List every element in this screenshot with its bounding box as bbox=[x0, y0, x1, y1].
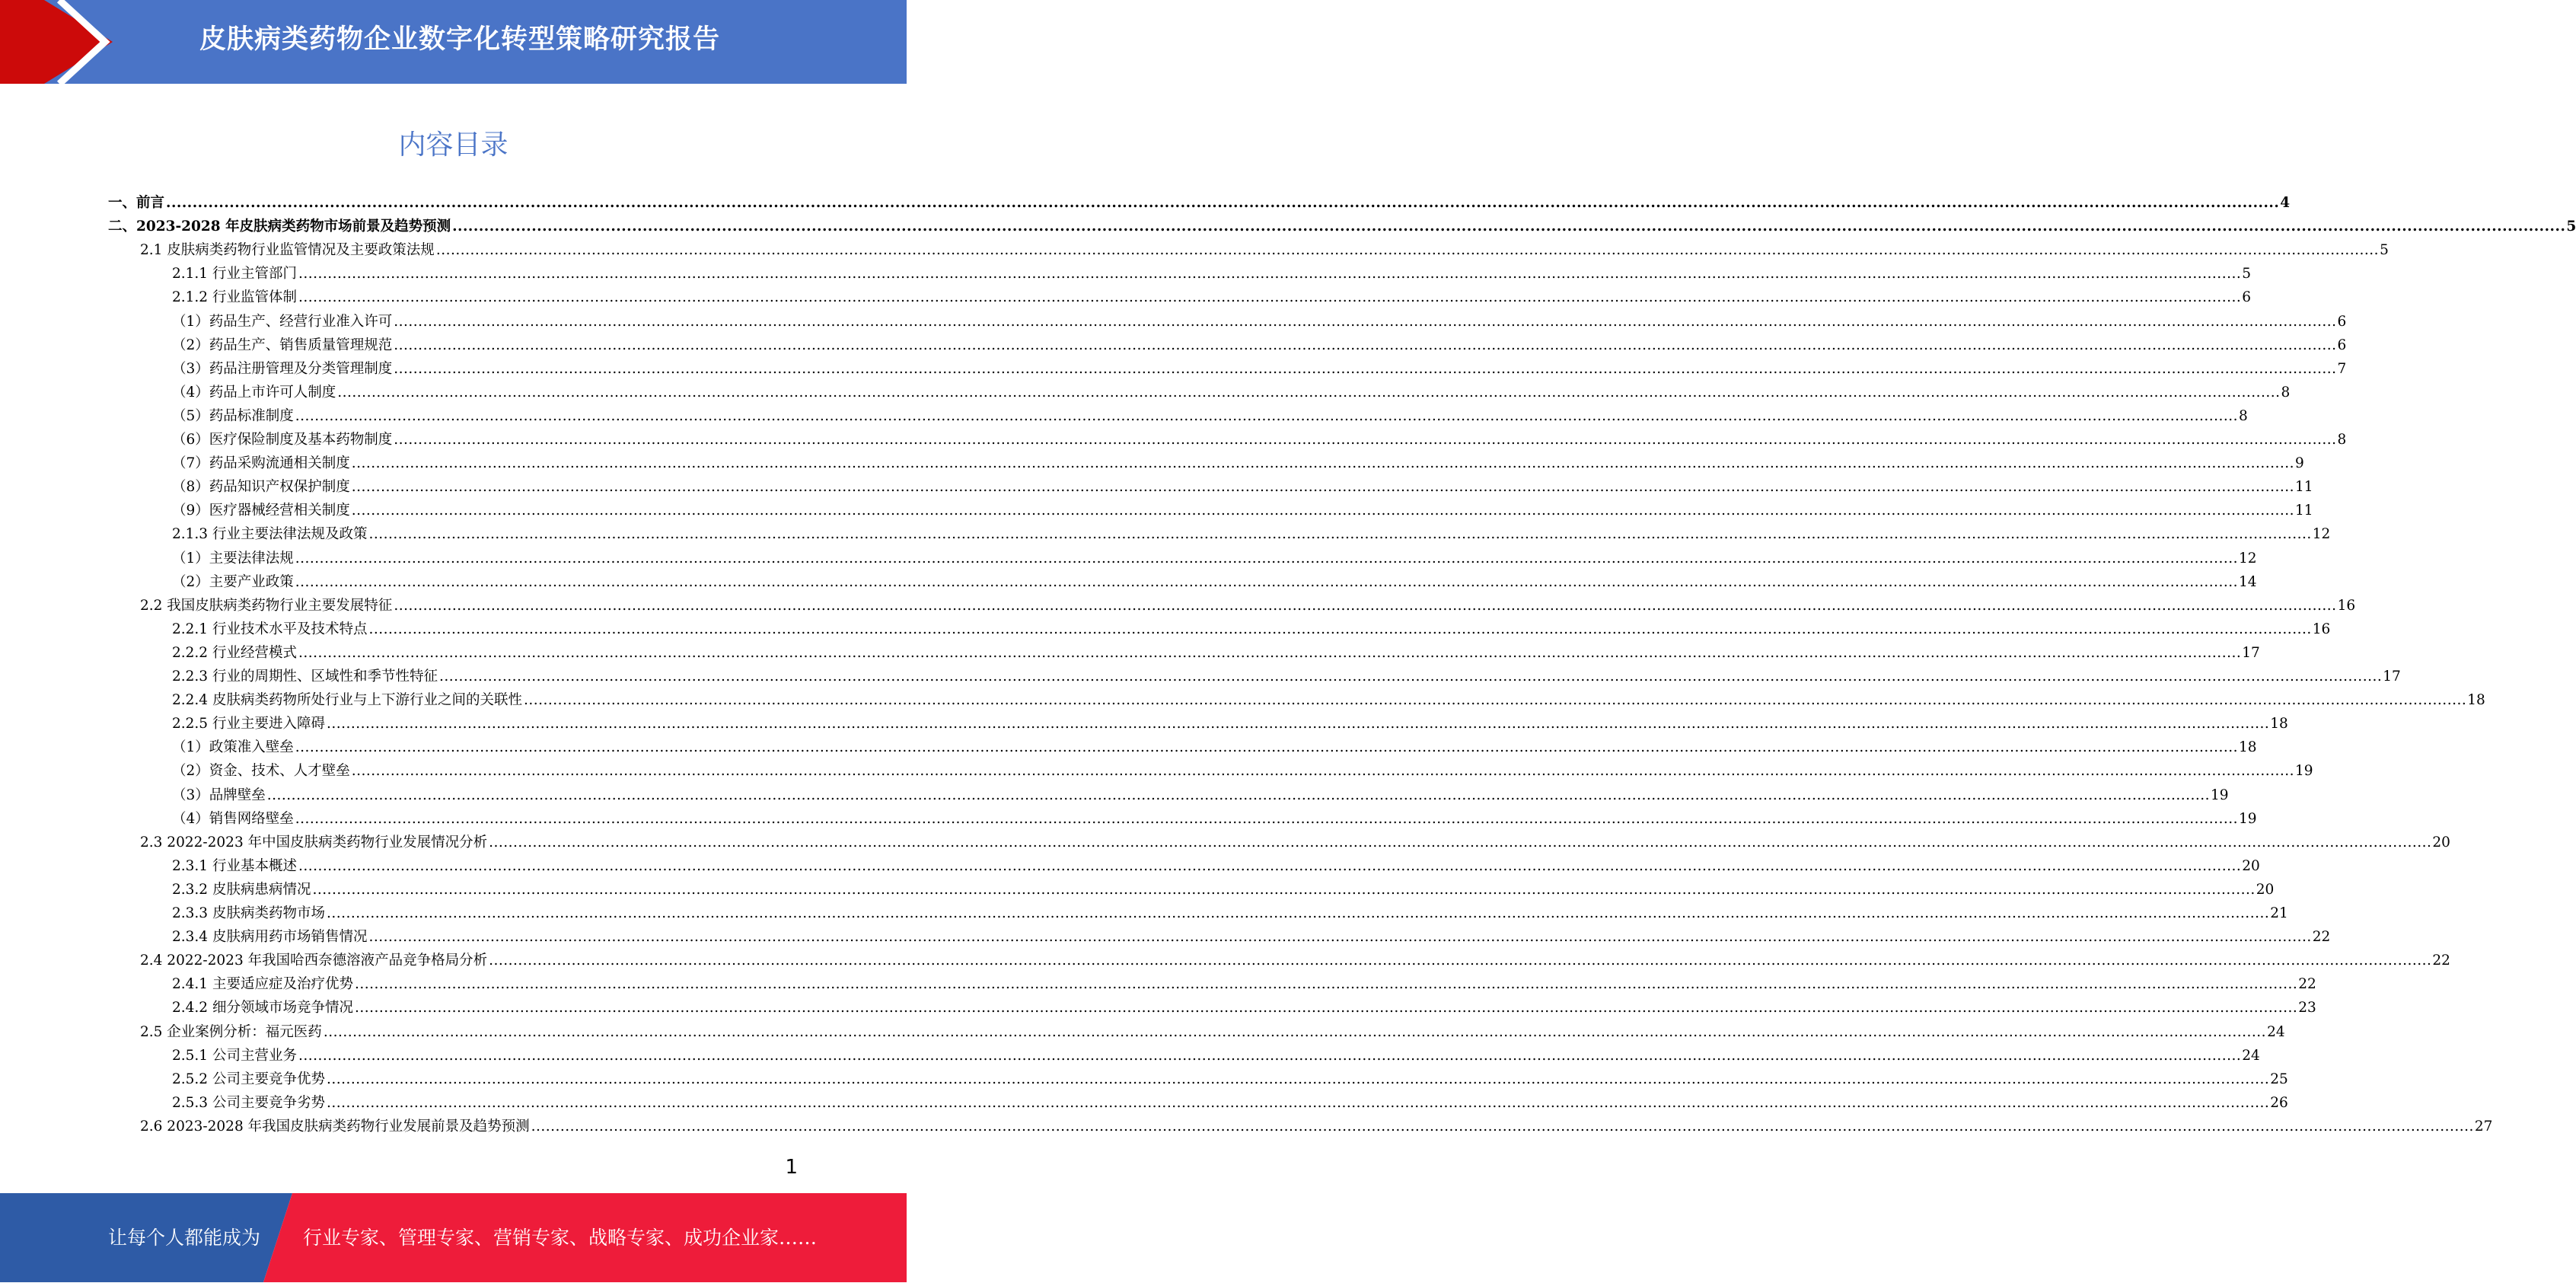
toc-leader-dots: ................................................................................................................................................................................................................................................................................................................................................................................................................ bbox=[351, 455, 2295, 472]
toc-entry-page: 11 bbox=[2295, 479, 2313, 496]
toc-entry-page: 6 bbox=[2337, 313, 2347, 330]
toc-entry-label: （2）主要产业政策 bbox=[172, 573, 294, 590]
toc-entry[interactable] bbox=[172, 926, 2331, 949]
toc-entry[interactable] bbox=[172, 855, 2260, 879]
toc-entry-label: （2）药品生产、销售质量管理规范 bbox=[172, 337, 393, 353]
toc-entry-page: 22 bbox=[2298, 976, 2316, 993]
toc-entry-label: （1）政策准入壁垒 bbox=[172, 739, 294, 756]
toc-entry[interactable] bbox=[172, 997, 2316, 1020]
toc-entry[interactable] bbox=[172, 452, 2304, 476]
toc-entry-label: （3）药品注册管理及分类管理制度 bbox=[172, 360, 393, 377]
toc-entry[interactable] bbox=[108, 215, 2576, 239]
toc-leader-dots: ................................................................................................................................................................................................................................................................................................................................................................................................................ bbox=[295, 810, 2239, 827]
toc-entry[interactable] bbox=[172, 429, 2347, 452]
toc-entry-page: 17 bbox=[2242, 644, 2260, 661]
toc-entry-page: 8 bbox=[2281, 384, 2291, 401]
toc-leader-dots: ................................................................................................................................................................................................................................................................................................................................................................................................................ bbox=[312, 881, 2256, 898]
toc-leader-dots: ................................................................................................................................................................................................................................................................................................................................................................................................................ bbox=[438, 669, 2383, 685]
toc-leader-dots: ................................................................................................................................................................................................................................................................................................................................................................................................................ bbox=[298, 1047, 2242, 1064]
toc-leader-dots: ................................................................................................................................................................................................................................................................................................................................................................................................................ bbox=[298, 289, 2242, 306]
toc-entry-label: （1）主要法律法规 bbox=[172, 550, 294, 566]
toc-leader-dots: ................................................................................................................................................................................................................................................................................................................................................................................................................ bbox=[326, 716, 2270, 732]
toc-entry-page: 14 bbox=[2239, 573, 2257, 590]
toc-entry-page: 24 bbox=[2242, 1047, 2260, 1064]
toc-leader-dots: ................................................................................................................................................................................................................................................................................................................................................................................................................ bbox=[295, 573, 2239, 590]
toc-leader-dots: ................................................................................................................................................................................................................................................................................................................................................................................................................ bbox=[298, 644, 2242, 661]
toc-leader-dots: ................................................................................................................................................................................................................................................................................................................................................................................................................ bbox=[354, 976, 2298, 993]
report-title: 皮肤病类药物企业数字化转型策略研究报告 bbox=[199, 24, 721, 55]
toc-entry-page: 19 bbox=[2239, 810, 2257, 827]
toc-entry[interactable] bbox=[172, 263, 2251, 286]
toc-entry-page: 21 bbox=[2270, 905, 2288, 921]
toc-leader-dots: ................................................................................................................................................................................................................................................................................................................................................................................................................ bbox=[326, 1094, 2270, 1111]
toc-entry-page: 22 bbox=[2312, 929, 2331, 946]
toc-entry[interactable] bbox=[172, 760, 2313, 784]
toc-entry[interactable] bbox=[172, 665, 2401, 689]
toc-entry-label: 2.4.2 细分领域市场竞争情况 bbox=[172, 1000, 353, 1017]
toc-entry-page: 11 bbox=[2295, 503, 2313, 519]
toc-entry[interactable] bbox=[172, 311, 2347, 334]
toc-entry[interactable] bbox=[172, 523, 2331, 547]
page-footer bbox=[0, 1193, 907, 1282]
toc-entry-page: 23 bbox=[2298, 1000, 2316, 1017]
toc-entry-label: （4）销售网络壁垒 bbox=[172, 810, 294, 827]
toc-entry[interactable] bbox=[172, 642, 2260, 665]
toc-leader-dots: ................................................................................................................................................................................................................................................................................................................................................................................................................ bbox=[394, 360, 2337, 377]
toc-entry[interactable] bbox=[172, 1068, 2288, 1092]
toc-leader-dots: ................................................................................................................................................................................................................................................................................................................................................................................................................ bbox=[326, 905, 2270, 921]
toc-entry-label: （6）医疗保险制度及基本药物制度 bbox=[172, 432, 393, 448]
toc-entry-page: 25 bbox=[2270, 1071, 2288, 1087]
toc-entry-page: 9 bbox=[2295, 455, 2304, 472]
toc-entry-page: 20 bbox=[2432, 834, 2450, 851]
toc-entry-page: 20 bbox=[2256, 881, 2275, 898]
toc-entry-page: 5 bbox=[2380, 242, 2389, 259]
toc-entry[interactable] bbox=[172, 499, 2313, 523]
toc-entry-label: 2.6 2023-2028 年我国皮肤病类药物行业发展前景及趋势预测 bbox=[140, 1118, 530, 1135]
toc-entry[interactable] bbox=[140, 595, 2356, 618]
toc-entry-page: 19 bbox=[2295, 763, 2313, 780]
toc-entry-label: 2.1 皮肤病类药物行业监管情况及主要政策法规 bbox=[140, 242, 435, 259]
toc-leader-dots: ................................................................................................................................................................................................................................................................................................................................................................................................................ bbox=[323, 1023, 2267, 1040]
toc-entry-label: （3）品牌壁垒 bbox=[172, 787, 266, 803]
toc-leader-dots: ................................................................................................................................................................................................................................................................................................................................................................................................................ bbox=[394, 597, 2337, 614]
toc-entry-label: 一、前言 bbox=[108, 195, 165, 211]
toc-entry-page: 5 bbox=[2242, 266, 2251, 282]
toc-leader-dots: ................................................................................................................................................................................................................................................................................................................................................................................................................ bbox=[489, 834, 2432, 851]
toc-leader-dots: ................................................................................................................................................................................................................................................................................................................................................................................................................ bbox=[351, 479, 2295, 496]
toc-entry[interactable] bbox=[172, 476, 2313, 499]
toc-entry-label: 2.5.3 公司主要竞争劣势 bbox=[172, 1094, 325, 1111]
toc-entry-page: 8 bbox=[2337, 432, 2347, 448]
toc-entry[interactable] bbox=[172, 405, 2248, 429]
toc-entry-label: 2.1.3 行业主要法律法规及政策 bbox=[172, 526, 368, 543]
toc-leader-dots: ................................................................................................................................................................................................................................................................................................................................................................................................................ bbox=[354, 1000, 2298, 1017]
toc-entry-label: 2.2.2 行业经营模式 bbox=[172, 644, 297, 661]
toc-entry-page: 16 bbox=[2337, 597, 2356, 614]
toc-entry-page: 26 bbox=[2270, 1094, 2288, 1111]
toc-entry[interactable] bbox=[172, 547, 2257, 571]
toc-entry-page: 18 bbox=[2467, 692, 2485, 709]
toc-entry[interactable] bbox=[172, 1045, 2260, 1068]
toc-entry[interactable] bbox=[140, 1115, 2493, 1139]
toc-entry-page: 18 bbox=[2270, 716, 2288, 732]
toc-entry-label: 2.5.1 公司主营业务 bbox=[172, 1047, 297, 1064]
toc-entry-label: （7）药品采购流通相关制度 bbox=[172, 455, 350, 472]
toc-entry-page: 12 bbox=[2239, 550, 2257, 566]
toc-leader-dots: ................................................................................................................................................................................................................................................................................................................................................................................................................ bbox=[523, 692, 2467, 709]
page-header bbox=[0, 0, 907, 84]
toc-entry[interactable] bbox=[172, 1092, 2288, 1115]
toc-leader-dots: ................................................................................................................................................................................................................................................................................................................................................................................................................ bbox=[295, 550, 2239, 566]
toc-leader-dots: ................................................................................................................................................................................................................................................................................................................................................................................................................ bbox=[394, 337, 2337, 353]
toc-entry-label: 2.5 企业案例分析：福元医药 bbox=[140, 1023, 322, 1040]
toc-entry-label: 2.2.4 皮肤病类药物所处行业与上下游行业之间的关联性 bbox=[172, 692, 522, 709]
toc-entry-page: 5 bbox=[2566, 219, 2576, 235]
toc-entry-label: （4）药品上市许可人制度 bbox=[172, 384, 336, 401]
toc-entry[interactable] bbox=[172, 973, 2316, 997]
toc-entry-page: 6 bbox=[2337, 337, 2347, 353]
toc-entry[interactable] bbox=[140, 949, 2450, 973]
toc-entry[interactable] bbox=[172, 784, 2229, 808]
toc-entry-label: 2.2.3 行业的周期性、区域性和季节性特征 bbox=[172, 669, 438, 685]
footer-slogan-right: 行业专家、管理专家、营销专家、战略专家、成功企业家…… bbox=[303, 1227, 818, 1249]
toc-entry-page: 16 bbox=[2312, 621, 2331, 637]
footer-slogan-left: 让每个人都能成为 bbox=[108, 1227, 261, 1249]
toc-leader-dots: ................................................................................................................................................................................................................................................................................................................................................................................................................ bbox=[351, 503, 2295, 519]
toc-entry[interactable] bbox=[172, 879, 2275, 902]
toc-entry[interactable] bbox=[172, 808, 2257, 831]
toc-entry-page: 17 bbox=[2383, 669, 2401, 685]
toc-entry[interactable] bbox=[108, 192, 2291, 215]
toc-entry-label: 2.3.2 皮肤病患病情况 bbox=[172, 881, 311, 898]
toc-leader-dots: ................................................................................................................................................................................................................................................................................................................................................................................................................ bbox=[435, 242, 2380, 259]
toc-leader-dots: ................................................................................................................................................................................................................................................................................................................................................................................................................ bbox=[295, 739, 2239, 756]
toc-entry[interactable] bbox=[140, 239, 2389, 263]
toc-entry-label: 2.3 2022-2023 年中国皮肤病类药物行业发展情况分析 bbox=[140, 834, 488, 851]
toc-entry-label: （5）药品标准制度 bbox=[172, 407, 294, 424]
toc-entry-label: 2.2.5 行业主要进入障碍 bbox=[172, 716, 325, 732]
toc-leader-dots: ................................................................................................................................................................................................................................................................................................................................................................................................................ bbox=[326, 1071, 2270, 1087]
toc-entry-page: 12 bbox=[2312, 526, 2331, 543]
toc-entry-label: （2）资金、技术、人才壁垒 bbox=[172, 763, 350, 780]
toc-entry[interactable] bbox=[172, 736, 2257, 760]
toc-leader-dots: ................................................................................................................................................................................................................................................................................................................................................................................................................ bbox=[394, 432, 2337, 448]
toc-entry[interactable] bbox=[172, 571, 2257, 595]
toc-entry-label: （8）药品知识产权保护制度 bbox=[172, 479, 350, 496]
toc-entry-page: 19 bbox=[2211, 787, 2229, 803]
toc-entry-page: 18 bbox=[2239, 739, 2257, 756]
toc-leader-dots: ................................................................................................................................................................................................................................................................................................................................................................................................................ bbox=[351, 763, 2295, 780]
toc-entry-page: 4 bbox=[2280, 195, 2291, 211]
toc-leader-dots: ................................................................................................................................................................................................................................................................................................................................................................................................................ bbox=[295, 407, 2239, 424]
toc-entry-label: 2.4 2022-2023 年我国哈西奈德溶液产品竞争格局分析 bbox=[140, 953, 488, 969]
toc-leader-dots: ................................................................................................................................................................................................................................................................................................................................................................................................................ bbox=[298, 857, 2242, 874]
toc-entry-label: （9）医疗器械经营相关制度 bbox=[172, 503, 350, 519]
toc-entry-page: 24 bbox=[2267, 1023, 2285, 1040]
toc-entry[interactable] bbox=[172, 334, 2347, 358]
toc-entry-page: 7 bbox=[2337, 360, 2347, 377]
toc-entry-page: 27 bbox=[2474, 1118, 2493, 1135]
toc-leader-dots: ................................................................................................................................................................................................................................................................................................................................................................................................................ bbox=[368, 929, 2312, 946]
toc-entry[interactable] bbox=[172, 286, 2251, 310]
toc-entry-page: 20 bbox=[2242, 857, 2260, 874]
header-arrow-decoration bbox=[0, 0, 122, 84]
toc-entry-label: 2.1.1 行业主管部门 bbox=[172, 266, 297, 282]
toc-entry-label: （1）药品生产、经营行业准入许可 bbox=[172, 313, 393, 330]
toc-leader-dots: ................................................................................................................................................................................................................................................................................................................................................................................................................ bbox=[452, 219, 2566, 235]
toc-entry-label: 2.3.3 皮肤病类药物市场 bbox=[172, 905, 325, 921]
toc-entry-label: 二、2023-2028 年皮肤病类药物市场前景及趋势预测 bbox=[108, 219, 451, 235]
toc-entry[interactable] bbox=[172, 902, 2288, 926]
toc-entry-label: 2.2 我国皮肤病类药物行业主要发展特征 bbox=[140, 597, 393, 614]
toc-leader-dots: ................................................................................................................................................................................................................................................................................................................................................................................................................ bbox=[368, 526, 2312, 543]
toc-entry[interactable] bbox=[140, 831, 2450, 855]
toc-entry-label: 2.1.2 行业监管体制 bbox=[172, 289, 297, 306]
toc-leader-dots: ................................................................................................................................................................................................................................................................................................................................................................................................................ bbox=[394, 313, 2337, 330]
toc-entry[interactable] bbox=[172, 713, 2288, 736]
toc-entry-page: 6 bbox=[2242, 289, 2251, 306]
toc-leader-dots: ................................................................................................................................................................................................................................................................................................................................................................................................................ bbox=[531, 1118, 2474, 1135]
toc-entry-label: 2.2.1 行业技术水平及技术特点 bbox=[172, 621, 368, 637]
toc-entry[interactable] bbox=[172, 358, 2347, 381]
toc-entry-page: 22 bbox=[2432, 953, 2450, 969]
page-number: 1 bbox=[785, 1156, 798, 1179]
toc-entry-label: 2.3.4 皮肤病用药市场销售情况 bbox=[172, 929, 368, 946]
toc-leader-dots: ................................................................................................................................................................................................................................................................................................................................................................................................................ bbox=[266, 787, 2211, 803]
toc-entry-label: 2.5.2 公司主要竞争优势 bbox=[172, 1071, 325, 1087]
toc-leader-dots: ................................................................................................................................................................................................................................................................................................................................................................................................................ bbox=[489, 953, 2432, 969]
toc-leader-dots: ................................................................................................................................................................................................................................................................................................................................................................................................................ bbox=[337, 384, 2281, 401]
toc-entry[interactable] bbox=[140, 1021, 2285, 1045]
toc-entry[interactable] bbox=[172, 618, 2331, 642]
toc-leader-dots: ................................................................................................................................................................................................................................................................................................................................................................................................................ bbox=[298, 266, 2242, 282]
toc-leader-dots: ................................................................................................................................................................................................................................................................................................................................................................................................................ bbox=[368, 621, 2312, 637]
toc-leader-dots: ................................................................................................................................................................................................................................................................................................................................................................................................................ bbox=[166, 195, 2280, 211]
toc-heading: 内容目录 bbox=[398, 129, 509, 161]
toc-entry-label: 2.4.1 主要适应症及治疗优势 bbox=[172, 976, 353, 993]
toc-entry-label: 2.3.1 行业基本概述 bbox=[172, 857, 297, 874]
toc-entry[interactable] bbox=[172, 689, 2485, 713]
toc-entry[interactable] bbox=[172, 381, 2291, 405]
toc-entry-page: 8 bbox=[2239, 407, 2248, 424]
